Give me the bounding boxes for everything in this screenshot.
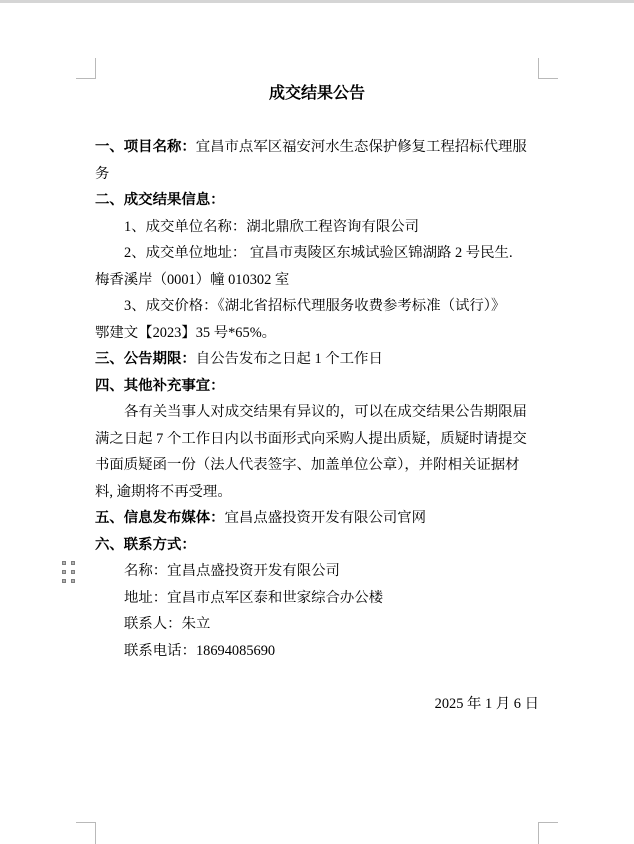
announcement-date: 2025 年 1 月 6 日 [434,695,539,712]
section-3-label: 三、公告期限： [95,351,196,367]
contact-phone: 联系电话：18694085690 [124,642,276,659]
contact-name: 名称：宜昌点盛投资开发有限公司 [124,563,340,579]
blank-line [95,108,539,135]
margin-crop-mark-top-left [76,58,96,79]
section-1-text: 宜昌市点军区福安河水生态保护修复工程招标代理服 [195,139,527,155]
page-title: 成交结果公告 [268,85,365,102]
winner-name-item: 1、成交单位名称：湖北鼎欣工程咨询有限公司 [124,218,420,235]
objection-para-line-3: 书面质疑函一份（法人代表签字、加盖单位公章），并附相关证据材 [95,457,520,473]
section-4-heading [95,373,539,400]
objection-para-line-1: 各有关当事人对成交结果有异议的，可以在成交结果公告期限届 [124,404,527,420]
drag-handle-dot [62,570,66,574]
drag-handle-dot [62,579,66,583]
section-5-heading [95,505,539,532]
drag-handle-dot [71,579,75,583]
objection-para-line-2: 满之日起 7 个工作日内以书面形式向采购人提出质疑，质疑时请提交 [95,430,527,447]
objection-para-line-4: 料, 逾期将不再受理。 [95,483,232,500]
winner-address-item: 2、成交单位地址： 宜昌市夷陵区东城试验区锦湖路 2 号民生. [124,245,513,261]
contact-person: 联系人：朱立 [124,616,211,632]
section-3-heading [95,346,539,373]
window-top-border [0,0,634,3]
section-1-label: 一、项目名称： [95,139,196,155]
price-item: 3、成交价格：《湖北省招标代理服务收费参考标准（试行）》 [124,298,506,314]
section-6-heading [95,532,539,559]
document-body [95,81,539,717]
section-1-heading [95,134,539,161]
section-5-text: 宜昌点盛投资开发有限公司官网 [224,510,427,526]
drag-handle-dot [62,561,66,565]
section-1-text-wrap: 务 [95,165,110,182]
section-2-heading [95,187,539,214]
winner-address-wrap: 梅香溪岸（0001）幢 010302 室 [95,271,290,288]
margin-crop-mark-bottom-left [76,822,96,844]
margin-crop-mark-top-right [538,58,558,79]
drag-handle-icon[interactable] [62,561,75,583]
section-3-text: 自公告发布之日起 1 个工作日 [195,351,383,367]
margin-crop-mark-bottom-right [538,822,558,844]
contact-address: 地址：宜昌市点军区泰和世家综合办公楼 [124,589,384,606]
price-item-wrap: 鄂建文【2023】35 号*65%。 [95,324,277,341]
drag-handle-dot [71,561,75,565]
section-4-label: 四、其他补充事宜： [95,377,225,394]
blank-line [95,664,539,691]
drag-handle-dot [71,570,75,574]
section-5-label: 五、信息发布媒体： [95,510,225,526]
section-6-label: 六、联系方式： [95,536,196,553]
section-2-label: 二、成交结果信息： [95,192,225,208]
